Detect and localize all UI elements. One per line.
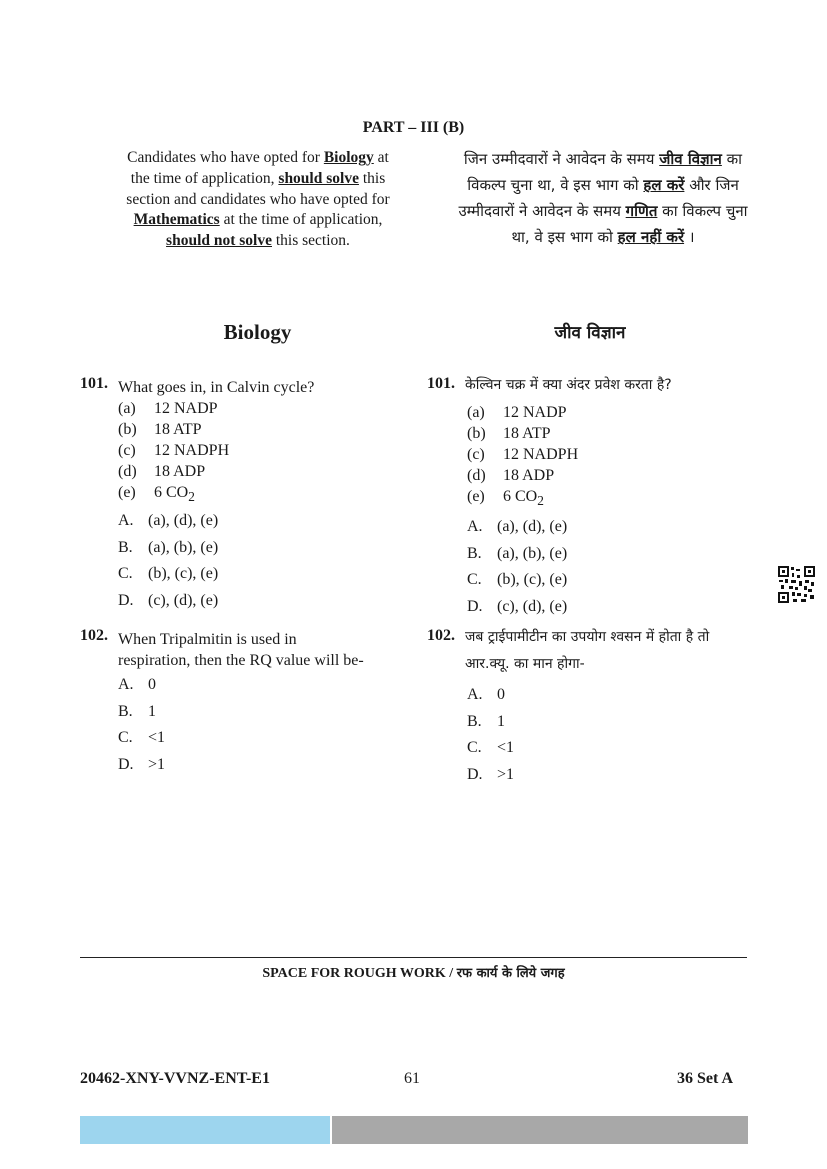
section-title-hi: जीव विज्ञान — [554, 323, 626, 343]
instr-en-t9: this section. — [272, 232, 350, 250]
q101-text-hi: केल्विन चक्र में क्या अंदर प्रवेश करता है? — [465, 377, 672, 393]
q102-line2-hi: आर.क्यू. का मान होगा- — [465, 656, 585, 672]
q101-option-a[interactable]: A. (a), (d), (e) — [118, 512, 219, 529]
instr-hi-mathematics: गणित — [625, 202, 658, 220]
instr-en-should-not-solve: should not solve — [166, 232, 272, 250]
q101-item-c: (c) 12 NADPH — [118, 442, 230, 459]
qr-code-icon — [777, 565, 816, 604]
instructions-en — [125, 148, 391, 252]
instr-en-mathematics: Mathematics — [133, 211, 220, 229]
q101-item-c-hi: (c) 12 NADPH — [467, 446, 579, 463]
instr-hi-t9: । — [684, 228, 695, 246]
q101-item-e-hi: (e) 6 $CO_2$ — [467, 488, 544, 509]
footer-bar-blue — [80, 1116, 330, 1144]
q102-option-a-hi[interactable]: A. 0 — [467, 686, 505, 703]
q101-option-c[interactable]: C. (b), (c), (e) — [118, 565, 219, 582]
q102-option-d[interactable]: D. >1 — [118, 755, 166, 773]
instr-en-t5: this section and candidates who have opted for — [126, 169, 390, 208]
instr-en-should-solve: should solve — [278, 169, 359, 187]
section-title-en: Biology — [223, 320, 292, 344]
q101-answers-en — [118, 508, 218, 614]
q102-option-d-hi[interactable]: D. >1 — [467, 765, 515, 783]
q101-option-b-hi[interactable]: B. (a), (b), (e) — [467, 544, 568, 562]
instr-hi-biology: जीव विज्ञान — [659, 150, 722, 168]
set-label: 36 Set A — [677, 1070, 733, 1087]
q101-item-d: (d) 18 ADP — [118, 463, 206, 480]
q101-option-c-hi[interactable]: C. (b), (c), (e) — [467, 571, 568, 588]
instr-hi-t5: और जिन उम्मीदवारों ने आवेदन के समय — [458, 176, 739, 220]
page-number: 61 — [404, 1070, 420, 1087]
q101-item-a: (a) 12 NADP — [118, 400, 218, 417]
q101-option-d-hi[interactable]: D. (c), (d), (e) — [467, 597, 568, 615]
q102-answers-en — [118, 672, 165, 778]
q102-number-en: 102. — [80, 627, 108, 644]
q102-option-b[interactable]: B. 1 — [118, 702, 156, 720]
q101-item-a-hi: (a) 12 NADP — [467, 404, 567, 421]
instr-hi-t1: जिन उम्मीदवारों ने आवेदन के समय — [463, 150, 660, 168]
q101-number-hi: 101. — [427, 375, 455, 392]
q101-answers-hi — [467, 514, 567, 620]
instructions-hi — [453, 146, 753, 250]
paper-code: 20462-XNY-VVNZ-ENT-E1 — [80, 1070, 270, 1087]
q101-text-en: What goes in, in Calvin cycle? — [118, 379, 315, 396]
instr-en-t3: at the time of application, — [130, 149, 389, 187]
instr-hi-should-not-solve: हल नहीं करें — [617, 228, 685, 246]
q102-option-a[interactable]: A. 0 — [118, 676, 156, 693]
q102-line1-en: When Tripalmitin is used in — [118, 631, 297, 648]
rough-work-en: SPACE FOR ROUGH WORK / — [262, 966, 457, 981]
q101-option-b[interactable]: B. (a), (b), (e) — [118, 538, 219, 556]
instr-hi-t7: का विकल्प चुना था, वे इस भाग को — [511, 202, 748, 246]
q101-item-b-hi: (b) 18 ATP — [467, 425, 551, 442]
q102-answers-hi — [467, 682, 514, 788]
q102-option-c[interactable]: C. <1 — [118, 729, 166, 746]
q102-line1-hi: जब ट्राईपामीटीन का उपयोग श्वसन में होता है तो — [465, 629, 710, 645]
instr-hi-should-solve: हल करें — [643, 176, 685, 194]
q101-item-d-hi: (d) 18 ADP — [467, 467, 555, 484]
q101-number-en: 101. — [80, 375, 108, 392]
q102-line2-en: respiration, then the RQ value will be- — [118, 652, 364, 669]
q101-item-b: (b) 18 ATP — [118, 421, 202, 438]
rough-work-label — [0, 963, 827, 982]
rough-work-divider — [80, 957, 747, 958]
rough-work-hi: रफ कार्य के लिये जगह — [456, 966, 565, 981]
footer-bar-gray — [332, 1116, 748, 1144]
q102-number-hi: 102. — [427, 627, 455, 644]
q101-option-a-hi[interactable]: A. (a), (d), (e) — [467, 518, 568, 535]
instr-hi-t3: का विकल्प चुना था, वे इस भाग को — [467, 150, 743, 194]
instr-en-t7: at the time of application, — [219, 211, 383, 229]
q101-items-hi — [467, 402, 578, 511]
part-title: PART – III (B) — [362, 119, 465, 136]
q102-option-b-hi[interactable]: B. 1 — [467, 712, 505, 730]
q102-option-c-hi[interactable]: C. <1 — [467, 739, 515, 756]
instr-en-t1: Candidates who have opted for — [127, 149, 324, 166]
q101-option-d[interactable]: D. (c), (d), (e) — [118, 591, 219, 609]
q101-items-en — [118, 398, 229, 507]
q101-item-e: (e) 6 $CO_2$ — [118, 484, 195, 505]
instr-en-biology: Biology — [323, 149, 374, 166]
